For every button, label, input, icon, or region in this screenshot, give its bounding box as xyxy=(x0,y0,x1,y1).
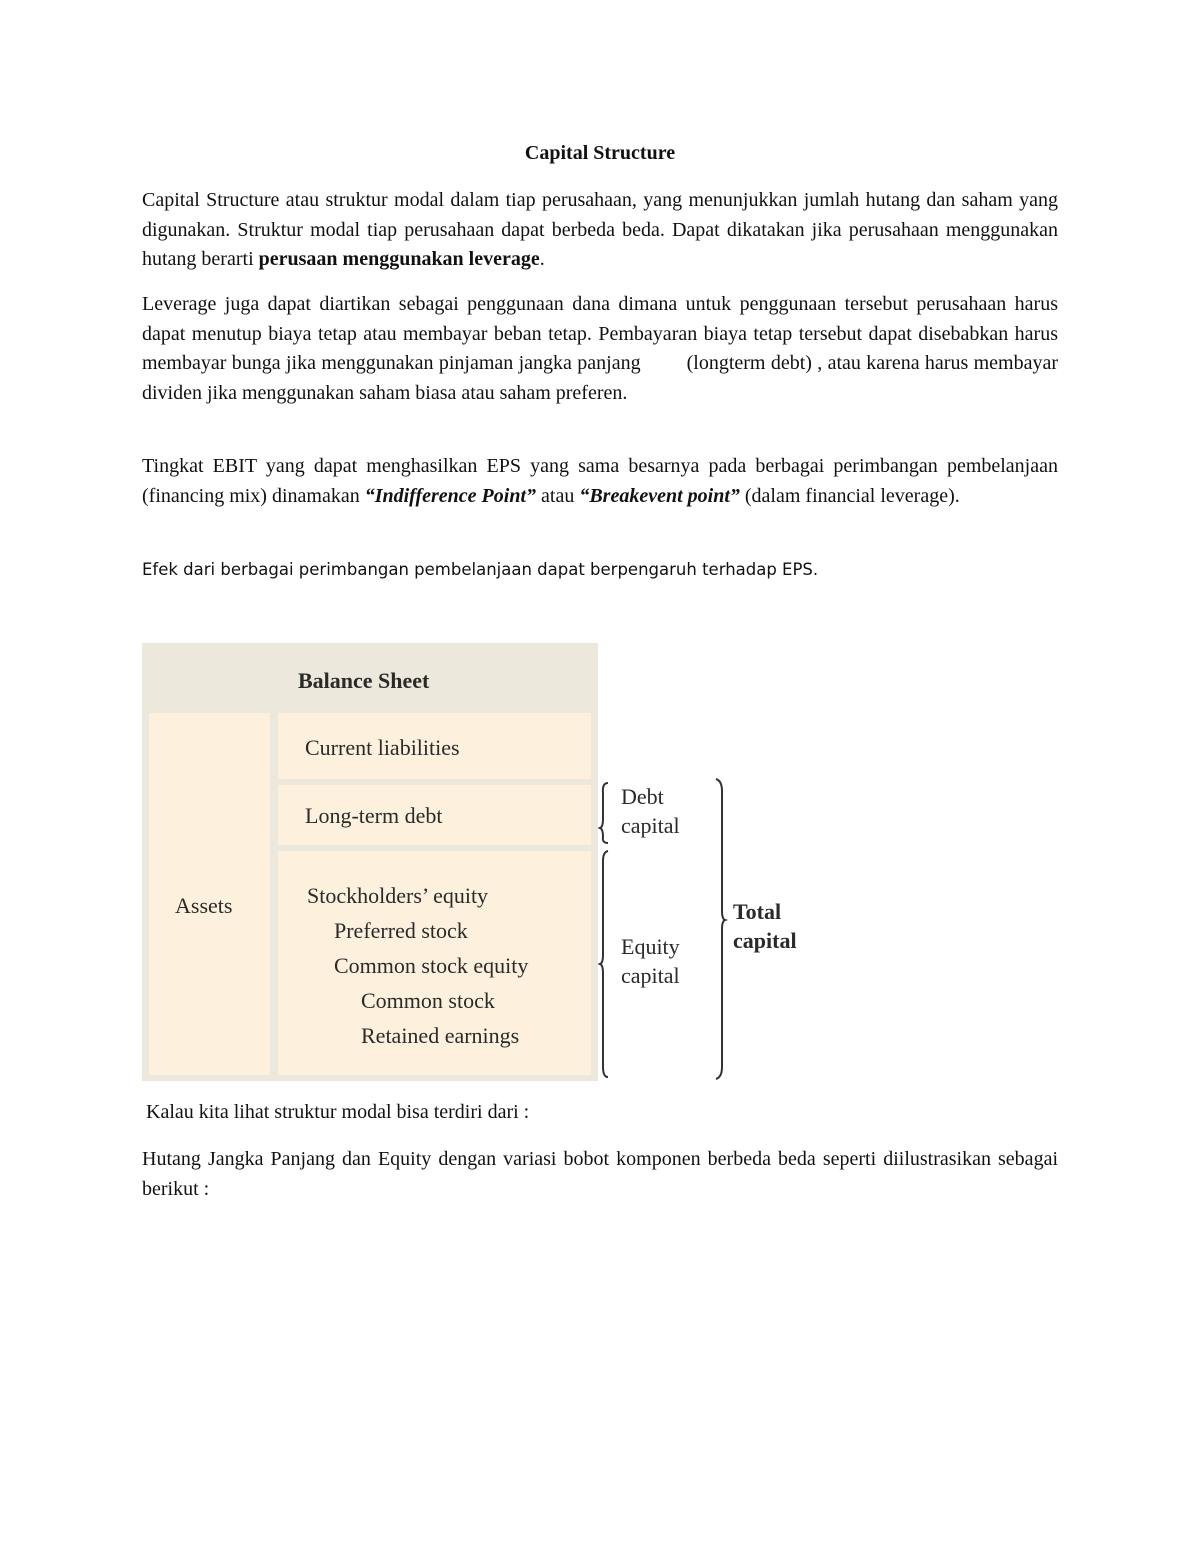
indifference-point-term: “Indifference Point” xyxy=(364,484,537,507)
paragraph-intro-end: . xyxy=(539,248,545,270)
balance-sheet-header: Balance Sheet xyxy=(298,668,430,693)
paragraph-leverage-b: (longterm debt) , atau karena harus membayar dividen jika menggunakan saham biasa atau saham preferen. xyxy=(142,352,1058,404)
equity-line: Retained earnings xyxy=(361,1023,520,1048)
paragraph-intro-bold: perusaan menggunakan leverage xyxy=(258,248,540,270)
equity-capital-line: Equity xyxy=(621,934,680,959)
paragraph-kalau: Kalau kita lihat struktur modal bisa terdiri dari : xyxy=(146,1101,530,1123)
equity-line: Preferred stock xyxy=(334,918,468,943)
paragraph-ebit-a: Tingkat EBIT yang dapat menghasilkan EPS yang sama besarnya pada berbagai perimbangan pembelanjaan (financing mix) dinamakan xyxy=(142,455,1058,507)
paragraph-leverage-a: Leverage juga dapat diartikan sebagai penggunaan dana dimana untuk penggunaan tersebut perusahaan harus dapat menutup biaya tetap atau membayar beban tetap. Pembayaran biaya tetap tersebut dapat disebabkan harus membayar bunga jika menggunakan pinjaman jangka panjang xyxy=(142,293,1058,374)
current-liabilities-label: Current liabilities xyxy=(305,735,460,760)
equity-line: Common stock xyxy=(361,988,495,1013)
paragraph-ebit xyxy=(142,452,1058,511)
breakevent-point-term: “Breakevent point” xyxy=(579,484,740,507)
debt-capital-line: capital xyxy=(621,813,680,838)
page-title: Capital Structure xyxy=(524,142,676,164)
equity-line: Common stock equity xyxy=(334,953,529,978)
total-brace xyxy=(716,779,725,1079)
balance-sheet-figure xyxy=(142,643,598,1081)
equity-brace xyxy=(600,851,608,1077)
paragraph-ebit-b: atau xyxy=(536,484,580,507)
equity-line: Stockholders’ equity xyxy=(307,883,489,908)
paragraph-ebit-c: (dalam financial leverage). xyxy=(739,484,960,507)
long-term-debt-label: Long-term debt xyxy=(305,803,443,828)
total-capital-line: Total xyxy=(733,899,782,924)
total-capital-label xyxy=(733,897,797,955)
assets-cell xyxy=(149,713,270,1075)
current-liabilities-cell xyxy=(278,713,591,779)
long-term-debt-cell xyxy=(278,785,591,845)
equity-capital-line: capital xyxy=(621,963,680,988)
paragraph-leverage xyxy=(142,290,1058,408)
stockholders-equity-cell xyxy=(278,851,591,1075)
debt-brace xyxy=(600,783,608,843)
debt-capital-label xyxy=(621,782,680,840)
paragraph-efek: Efek dari berbagai perimbangan pembelanjaan dapat berpengaruh terhadap EPS. xyxy=(142,560,819,579)
equity-capital-label xyxy=(621,932,680,990)
paragraph-intro xyxy=(142,186,1058,275)
assets-label: Assets xyxy=(175,893,233,918)
debt-capital-line: Debt xyxy=(621,784,664,809)
total-capital-line: capital xyxy=(733,928,797,953)
paragraph-intro-text: Capital Structure atau struktur modal dalam tiap perusahaan, yang menunjukkan jumlah hutang dan saham yang digunakan. Struktur modal tiap perusahaan dapat berbeda beda. Dapat dikatakan jika perusahaan menggunakan hutang berarti xyxy=(142,189,1058,270)
paragraph-hutang: Hutang Jangka Panjang dan Equity dengan variasi bobot komponen berbeda beda seperti diilustrasikan sebagai berikut : xyxy=(142,1148,1058,1200)
